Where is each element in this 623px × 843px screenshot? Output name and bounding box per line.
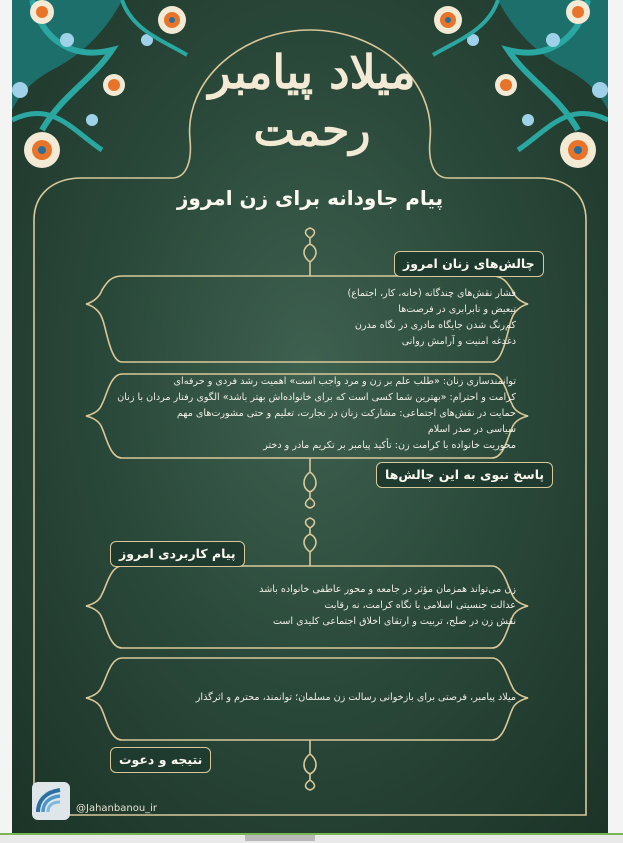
list-item: محوریت خانواده با کرامت زن: تأکید پیامبر بر تکریم مادر و دختر	[263, 440, 516, 451]
list-item: حمایت در نقش‌های اجتماعی: مشارکت زنان در تجارت، تعلیم و حتی مشورت‌های مهم	[176, 408, 516, 419]
list-item: دغدغه امنیت و آرامش روانی	[401, 336, 516, 347]
channel-logo-icon	[32, 782, 70, 820]
list-item: سیاسی در صدر اسلام	[427, 424, 516, 435]
title-calligraphy	[162, 10, 462, 160]
social-handle: @Jahanbanou_ir	[76, 803, 158, 814]
headline: پیام جاودانه برای زن امروز	[176, 186, 444, 210]
list-item: فشار نقش‌های چندگانه (خانه، کار، اجتماع)	[347, 288, 516, 299]
list-item: نقش زن در صلح، تربیت و ارتقای اخلاق اجتماعی کلیدی است	[272, 616, 516, 627]
scrollbar-thumb[interactable]	[245, 835, 315, 841]
section-label-challenges: چالش‌های زنان امروز	[394, 251, 544, 277]
list-item: کرامت و احترام: «بهترین شما کسی است که برای خانواده‌اش بهتر باشد» الگوی رفتار مردان با زنان	[117, 392, 516, 403]
section-label-prophetic-response: پاسخ نبوی به این چالش‌ها	[376, 462, 553, 488]
section-label-conclusion: نتیجه و دعوت	[110, 747, 211, 773]
list-item: توانمندسازی زنان: «طلب علم بر زن و مرد واجب است» اهمیت رشد فردی و حرفه‌ای	[173, 376, 516, 387]
list-item: زن می‌تواند همزمان مؤثر در جامعه و محور عاطفی خانواده باشد	[259, 584, 516, 595]
list-item: میلاد پیامبر، فرصتی برای بازخوانی رسالت زن مسلمان؛ توانمند، محترم و اثرگذار	[195, 692, 516, 703]
practical-message-text	[259, 582, 516, 630]
prophetic-response-text	[117, 374, 516, 454]
section-label-practical-message: پیام کاربردی امروز	[110, 541, 245, 567]
conclusion-text	[196, 690, 516, 706]
list-item: کم‌رنگ شدن جایگاه مادری در نگاه مدرن	[354, 320, 516, 331]
list-item: عدالت جنسیتی اسلامی با نگاه کرامت، نه رقابت	[324, 600, 516, 611]
title-bottom: رحمت	[253, 105, 371, 156]
poster	[12, 0, 608, 833]
title-top: میلاد پیامبر	[208, 45, 416, 99]
challenges-text	[347, 286, 516, 350]
list-item: تبعیض و نابرابری در فرصت‌ها	[398, 304, 516, 315]
